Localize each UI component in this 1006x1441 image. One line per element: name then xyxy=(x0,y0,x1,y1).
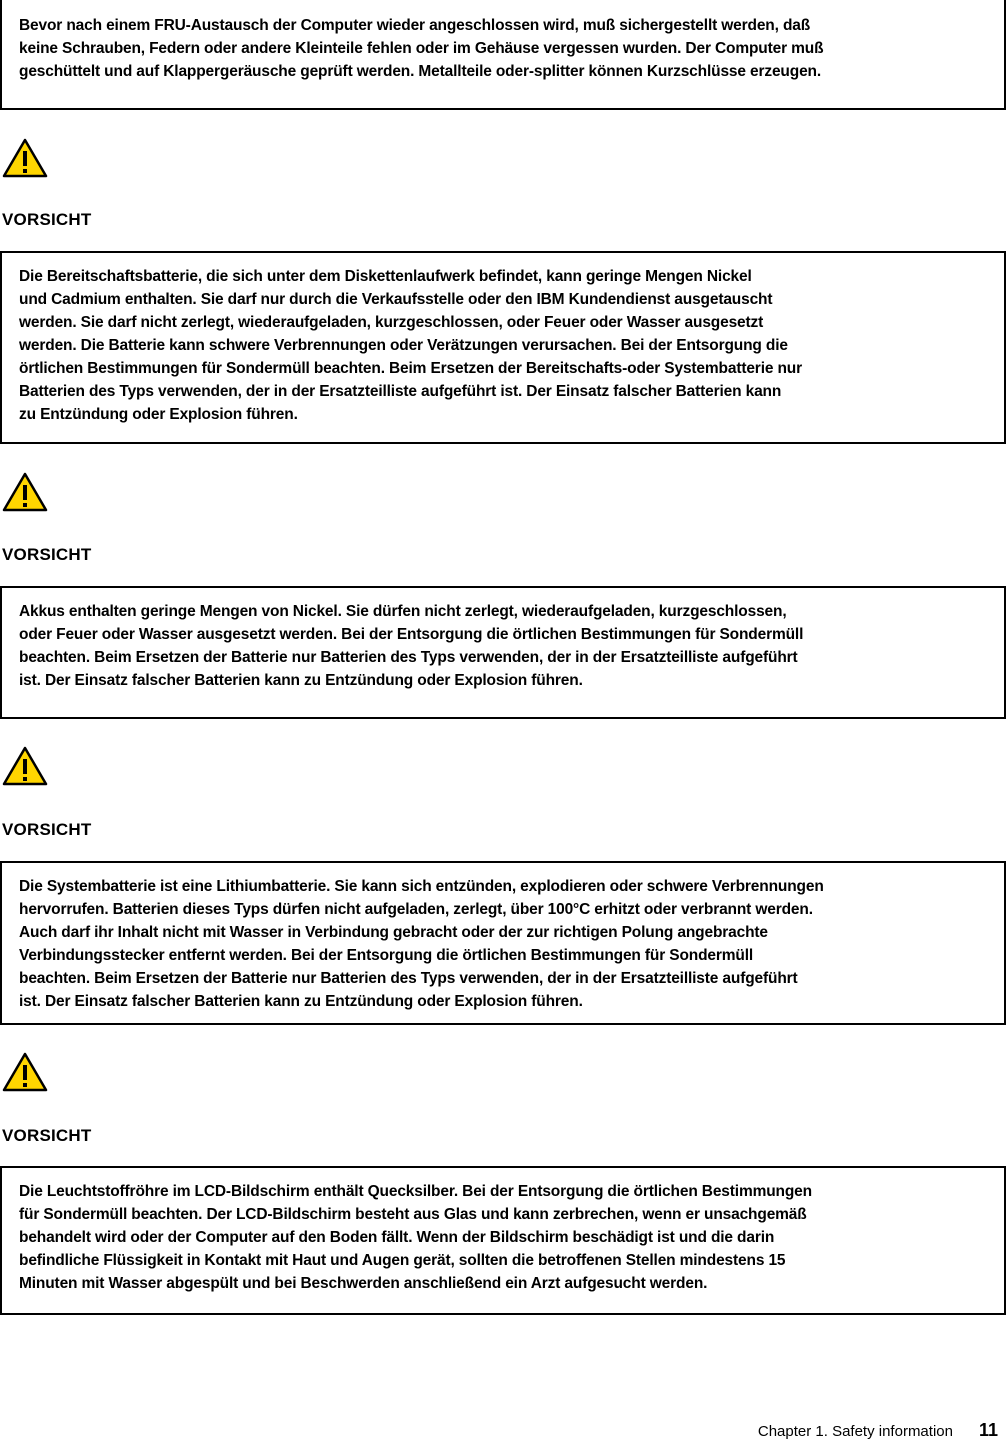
footer-chapter: Chapter 1. Safety information xyxy=(757,1423,953,1440)
caution-label: VORSICHT xyxy=(2,545,92,564)
caution-line: werden. Sie darf nicht zerlegt, wiederaufgeladen, kurzgeschlossen, oder Feuer oder Wasser ausgesetzt xyxy=(19,314,764,331)
caution-line: oder Feuer oder Wasser ausgesetzt werden. Bei der Entsorgung die örtlichen Bestimmungen für Sondermüll xyxy=(19,626,804,643)
caution-line: ist. Der Einsatz falscher Batterien kann zu Entzündung oder Explosion führen. xyxy=(19,672,583,689)
warning-triangle-icon xyxy=(2,138,48,178)
caution-line: behandelt wird oder der Computer auf den Boden fällt. Wenn der Bildschirm beschädigt ist und die darin xyxy=(19,1229,775,1246)
caution-line: hervorrufen. Batterien dieses Typs dürfen nicht aufgeladen, zerlegt, über 100°C erhitzt oder verbrannt werden. xyxy=(19,901,813,918)
warning-triangle-icon xyxy=(2,472,48,512)
caution-label: VORSICHT xyxy=(2,210,92,229)
caution-line: werden. Die Batterie kann schwere Verbrennungen oder Verätzungen verursachen. Bei der Entsorgung die xyxy=(19,337,788,354)
warning-triangle-icon xyxy=(2,1052,48,1092)
caution-line: beachten. Beim Ersetzen der Batterie nur Batterien des Typs verwenden, der in der Ersatzteilliste aufgeführt xyxy=(19,970,798,987)
caution-box-lithium-battery xyxy=(0,861,1006,1025)
caution-line: ist. Der Einsatz falscher Batterien kann zu Entzündung oder Explosion führen. xyxy=(19,993,583,1010)
caution-box-nickel-battery xyxy=(0,586,1006,719)
page-number: 11 xyxy=(978,1420,998,1440)
intro-line: Bevor nach einem FRU-Austausch der Computer wieder angeschlossen wird, muß sichergestellt werden, daß xyxy=(19,17,811,34)
caution-line: beachten. Beim Ersetzen der Batterie nur Batterien des Typs verwenden, der in der Ersatzteilliste aufgeführt xyxy=(19,649,798,666)
caution-line: Akkus enthalten geringe Mengen von Nickel. Sie dürfen nicht zerlegt, wiederaufgeladen, kurzgeschlossen, xyxy=(19,603,787,620)
caution-line: Batterien des Typs verwenden, der in der Ersatzteilliste aufgeführt ist. Der Einsatz falscher Batterien kann xyxy=(19,383,782,400)
caution-line: zu Entzündung oder Explosion führen. xyxy=(19,406,298,423)
caution-line: Auch darf ihr Inhalt nicht mit Wasser in Verbindung gebracht oder der zur richtigen Polung angebrachte xyxy=(19,924,768,941)
caution-box-lcd-mercury xyxy=(0,1166,1006,1315)
caution-label: VORSICHT xyxy=(2,820,92,839)
caution-line: und Cadmium enthalten. Sie darf nur durch die Verkaufsstelle oder den IBM Kundendienst ausgetauscht xyxy=(19,291,773,308)
caution-label: VORSICHT xyxy=(2,1126,92,1145)
page-footer xyxy=(758,1420,998,1441)
caution-box-standby-battery xyxy=(0,251,1006,444)
caution-line: Die Systembatterie ist eine Lithiumbatterie. Sie kann sich entzünden, explodieren oder schwere Verbrennungen xyxy=(19,878,824,895)
intro-notice-box xyxy=(0,0,1006,110)
caution-line: Verbindungsstecker entfernt werden. Bei der Entsorgung die örtlichen Bestimmungen für Sondermüll xyxy=(19,947,754,964)
intro-line: geschüttelt und auf Klappergeräusche geprüft werden. Metallteile oder-splitter können Kurzschlüsse erzeugen. xyxy=(19,63,822,80)
warning-triangle-icon xyxy=(2,746,48,786)
caution-line: Die Bereitschaftsbatterie, die sich unter dem Diskettenlaufwerk befindet, kann geringe Mengen Nickel xyxy=(19,268,752,285)
caution-line: örtlichen Bestimmungen für Sondermüll beachten. Beim Ersetzen der Bereitschafts-oder Systembatterie nur xyxy=(19,360,802,377)
intro-line: keine Schrauben, Federn oder andere Kleinteile fehlen oder im Gehäuse vergessen wurden. Der Computer muß xyxy=(19,40,824,57)
caution-line: Die Leuchtstoffröhre im LCD-Bildschirm enthält Quecksilber. Bei der Entsorgung die örtlichen Bestimmungen xyxy=(19,1183,812,1200)
caution-line: für Sondermüll beachten. Der LCD-Bildschirm besteht aus Glas und kann zerbrechen, wenn er unsachgemäß xyxy=(19,1206,807,1223)
caution-line: Minuten mit Wasser abgespült und bei Beschwerden anschließend ein Arzt aufgesucht werden. xyxy=(19,1275,708,1292)
caution-line: befindliche Flüssigkeit in Kontakt mit Haut und Augen gerät, sollten die betroffenen Stellen mindestens 15 xyxy=(19,1252,786,1269)
